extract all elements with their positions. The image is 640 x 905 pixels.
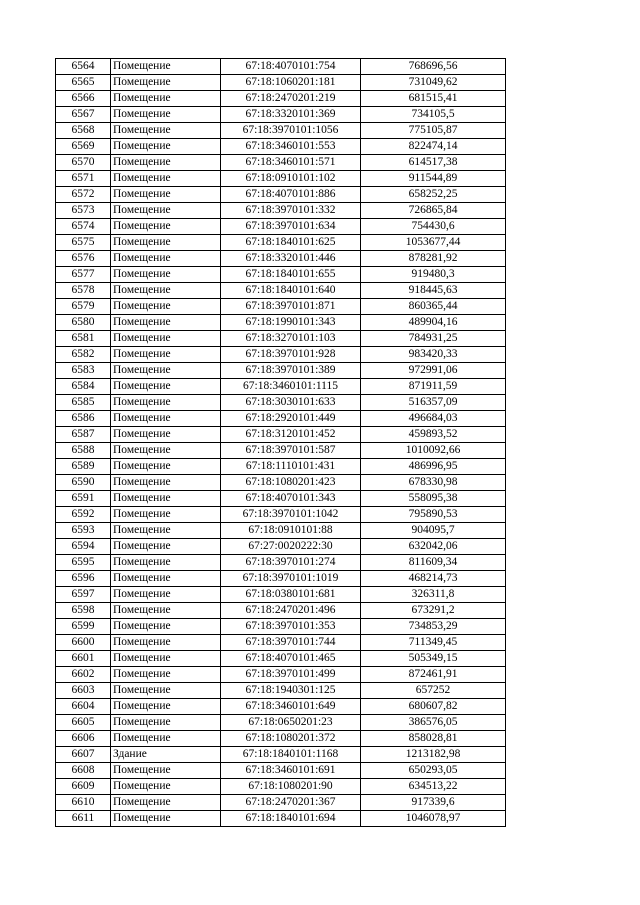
cadastral-number-cell: 67:18:3970101:274: [221, 555, 361, 571]
object-type-cell: Помещение: [111, 571, 221, 587]
row-number-cell: 6571: [56, 171, 111, 187]
cadastral-number-cell: 67:18:1080201:423: [221, 475, 361, 491]
cadastral-value-cell: 911544,89: [361, 171, 506, 187]
row-number-cell: 6568: [56, 123, 111, 139]
cadastral-number-cell: 67:18:1940301:125: [221, 683, 361, 699]
object-type-cell: Помещение: [111, 251, 221, 267]
cadastral-number-cell: 67:18:2470201:367: [221, 795, 361, 811]
object-type-cell: Помещение: [111, 667, 221, 683]
cadastral-number-cell: 67:18:3970101:499: [221, 667, 361, 683]
table-row: [56, 123, 506, 139]
cadastral-value-cell: 658252,25: [361, 187, 506, 203]
row-number-cell: 6601: [56, 651, 111, 667]
table-row: [56, 603, 506, 619]
object-type-cell: Помещение: [111, 731, 221, 747]
row-number-cell: 6581: [56, 331, 111, 347]
table-row: [56, 571, 506, 587]
cadastral-value-cell: 681515,41: [361, 91, 506, 107]
row-number-cell: 6566: [56, 91, 111, 107]
row-number-cell: 6611: [56, 811, 111, 827]
row-number-cell: 6602: [56, 667, 111, 683]
row-number-cell: 6583: [56, 363, 111, 379]
object-type-cell: Помещение: [111, 363, 221, 379]
row-number-cell: 6595: [56, 555, 111, 571]
cadastral-value-cell: 650293,05: [361, 763, 506, 779]
row-number-cell: 6594: [56, 539, 111, 555]
row-number-cell: 6593: [56, 523, 111, 539]
cadastral-value-cell: 734105,5: [361, 107, 506, 123]
cadastral-value-cell: 1053677,44: [361, 235, 506, 251]
row-number-cell: 6586: [56, 411, 111, 427]
cadastral-number-cell: 67:18:3970101:587: [221, 443, 361, 459]
table-row: [56, 107, 506, 123]
row-number-cell: 6569: [56, 139, 111, 155]
table-row: [56, 427, 506, 443]
object-type-cell: Помещение: [111, 347, 221, 363]
row-number-cell: 6606: [56, 731, 111, 747]
cadastral-number-cell: 67:18:4070101:754: [221, 59, 361, 75]
row-number-cell: 6578: [56, 283, 111, 299]
table-row: [56, 715, 506, 731]
table-row: [56, 683, 506, 699]
object-type-cell: Помещение: [111, 795, 221, 811]
row-number-cell: 6564: [56, 59, 111, 75]
cadastral-value-cell: 496684,03: [361, 411, 506, 427]
cadastral-number-cell: 67:18:3970101:634: [221, 219, 361, 235]
cadastral-value-cell: 505349,15: [361, 651, 506, 667]
object-type-cell: Помещение: [111, 267, 221, 283]
cadastral-value-cell: 917339,6: [361, 795, 506, 811]
table-row: [56, 699, 506, 715]
cadastral-value-cell: 731049,62: [361, 75, 506, 91]
cadastral-number-cell: 67:18:2470201:219: [221, 91, 361, 107]
row-number-cell: 6588: [56, 443, 111, 459]
row-number-cell: 6600: [56, 635, 111, 651]
cadastral-number-cell: 67:18:1110101:431: [221, 459, 361, 475]
row-number-cell: 6576: [56, 251, 111, 267]
table-row: [56, 507, 506, 523]
cadastral-value-cell: 983420,33: [361, 347, 506, 363]
row-number-cell: 6565: [56, 75, 111, 91]
table-row: [56, 747, 506, 763]
row-number-cell: 6579: [56, 299, 111, 315]
cadastral-value-cell: 972991,06: [361, 363, 506, 379]
table-row: [56, 315, 506, 331]
cadastral-value-cell: 734853,29: [361, 619, 506, 635]
table-row: [56, 139, 506, 155]
table-row: [56, 395, 506, 411]
object-type-cell: Помещение: [111, 683, 221, 699]
row-number-cell: 6604: [56, 699, 111, 715]
cadastral-number-cell: 67:18:3460101:1115: [221, 379, 361, 395]
table-row: [56, 347, 506, 363]
cadastral-number-cell: 67:18:3970101:928: [221, 347, 361, 363]
cadastral-value-cell: 489904,16: [361, 315, 506, 331]
table-row: [56, 251, 506, 267]
row-number-cell: 6608: [56, 763, 111, 779]
row-number-cell: 6585: [56, 395, 111, 411]
cadastral-number-cell: 67:18:1840101:640: [221, 283, 361, 299]
table-row: [56, 491, 506, 507]
cadastral-value-cell: 516357,09: [361, 395, 506, 411]
object-type-cell: Помещение: [111, 235, 221, 251]
cadastral-number-cell: 67:18:1840101:625: [221, 235, 361, 251]
object-type-cell: Помещение: [111, 427, 221, 443]
cadastral-number-cell: 67:18:0910101:88: [221, 523, 361, 539]
object-type-cell: Помещение: [111, 283, 221, 299]
row-number-cell: 6597: [56, 587, 111, 603]
object-type-cell: Помещение: [111, 779, 221, 795]
cadastral-value-cell: 1046078,97: [361, 811, 506, 827]
table-row: [56, 331, 506, 347]
object-type-cell: Помещение: [111, 107, 221, 123]
table-row: [56, 539, 506, 555]
row-number-cell: 6580: [56, 315, 111, 331]
object-type-cell: Помещение: [111, 587, 221, 603]
object-type-cell: Помещение: [111, 699, 221, 715]
object-type-cell: Помещение: [111, 443, 221, 459]
table-row: [56, 811, 506, 827]
object-type-cell: Помещение: [111, 219, 221, 235]
cadastral-number-cell: 67:18:2920101:449: [221, 411, 361, 427]
cadastral-number-cell: 67:18:3970101:1042: [221, 507, 361, 523]
table-row: [56, 171, 506, 187]
object-type-cell: Помещение: [111, 299, 221, 315]
table-row: [56, 459, 506, 475]
object-type-cell: Помещение: [111, 203, 221, 219]
object-type-cell: Помещение: [111, 491, 221, 507]
cadastral-value-cell: 468214,73: [361, 571, 506, 587]
cadastral-number-cell: 67:18:0650201:23: [221, 715, 361, 731]
cadastral-value-cell: 784931,25: [361, 331, 506, 347]
object-type-cell: Помещение: [111, 379, 221, 395]
object-type-cell: Помещение: [111, 171, 221, 187]
cadastral-value-cell: 680607,82: [361, 699, 506, 715]
cadastral-number-cell: 67:18:3460101:553: [221, 139, 361, 155]
object-type-cell: Помещение: [111, 395, 221, 411]
cadastral-value-cell: 811609,34: [361, 555, 506, 571]
table-row: [56, 443, 506, 459]
table-row: [56, 411, 506, 427]
row-number-cell: 6572: [56, 187, 111, 203]
cadastral-value-cell: 459893,52: [361, 427, 506, 443]
cadastral-value-cell: 919480,3: [361, 267, 506, 283]
row-number-cell: 6567: [56, 107, 111, 123]
cadastral-number-cell: 67:18:3970101:871: [221, 299, 361, 315]
object-type-cell: Помещение: [111, 91, 221, 107]
table-row: [56, 299, 506, 315]
cadastral-value-cell: 711349,45: [361, 635, 506, 651]
table-row: [56, 203, 506, 219]
cadastral-number-cell: 67:18:3970101:389: [221, 363, 361, 379]
cadastral-number-cell: 67:18:4070101:886: [221, 187, 361, 203]
cadastral-number-cell: 67:18:1840101:655: [221, 267, 361, 283]
object-type-cell: Помещение: [111, 75, 221, 91]
cadastral-value-cell: 872461,91: [361, 667, 506, 683]
object-type-cell: Помещение: [111, 555, 221, 571]
cadastral-number-cell: 67:18:1840101:694: [221, 811, 361, 827]
cadastral-number-cell: 67:18:3270101:103: [221, 331, 361, 347]
row-number-cell: 6609: [56, 779, 111, 795]
table-row: [56, 555, 506, 571]
table-row: [56, 731, 506, 747]
object-type-cell: Помещение: [111, 139, 221, 155]
cadastral-number-cell: 67:27:0020222:30: [221, 539, 361, 555]
cadastral-number-cell: 67:18:4070101:343: [221, 491, 361, 507]
table-row: [56, 155, 506, 171]
cadastral-value-cell: 871911,59: [361, 379, 506, 395]
table-row: [56, 235, 506, 251]
cadastral-number-cell: 67:18:1990101:343: [221, 315, 361, 331]
cadastral-value-cell: 386576,05: [361, 715, 506, 731]
row-number-cell: 6603: [56, 683, 111, 699]
cadastral-number-cell: 67:18:3320101:369: [221, 107, 361, 123]
table-row: [56, 363, 506, 379]
object-type-cell: Помещение: [111, 123, 221, 139]
table-row: [56, 59, 506, 75]
property-registry-table: [55, 58, 506, 827]
cadastral-number-cell: 67:18:1840101:1168: [221, 747, 361, 763]
row-number-cell: 6590: [56, 475, 111, 491]
cadastral-value-cell: 918445,63: [361, 283, 506, 299]
cadastral-number-cell: 67:18:3460101:691: [221, 763, 361, 779]
object-type-cell: Помещение: [111, 539, 221, 555]
object-type-cell: Помещение: [111, 475, 221, 491]
table-row: [56, 267, 506, 283]
table-row: [56, 219, 506, 235]
cadastral-value-cell: 754430,6: [361, 219, 506, 235]
object-type-cell: Помещение: [111, 635, 221, 651]
cadastral-value-cell: 1010092,66: [361, 443, 506, 459]
object-type-cell: Помещение: [111, 155, 221, 171]
cadastral-value-cell: 878281,92: [361, 251, 506, 267]
row-number-cell: 6574: [56, 219, 111, 235]
cadastral-number-cell: 67:18:3030101:633: [221, 395, 361, 411]
row-number-cell: 6599: [56, 619, 111, 635]
cadastral-number-cell: 67:18:3970101:1019: [221, 571, 361, 587]
object-type-cell: Помещение: [111, 459, 221, 475]
document-page: [55, 58, 505, 827]
table-row: [56, 75, 506, 91]
table-row: [56, 635, 506, 651]
row-number-cell: 6570: [56, 155, 111, 171]
object-type-cell: Помещение: [111, 715, 221, 731]
table-row: [56, 763, 506, 779]
cadastral-value-cell: 486996,95: [361, 459, 506, 475]
table-row: [56, 379, 506, 395]
object-type-cell: Помещение: [111, 507, 221, 523]
table-row: [56, 91, 506, 107]
cadastral-value-cell: 1213182,98: [361, 747, 506, 763]
row-number-cell: 6582: [56, 347, 111, 363]
table-row: [56, 475, 506, 491]
row-number-cell: 6577: [56, 267, 111, 283]
object-type-cell: Помещение: [111, 603, 221, 619]
table-row: [56, 619, 506, 635]
row-number-cell: 6598: [56, 603, 111, 619]
cadastral-value-cell: 614517,38: [361, 155, 506, 171]
cadastral-value-cell: 904095,7: [361, 523, 506, 539]
cadastral-number-cell: 67:18:4070101:465: [221, 651, 361, 667]
row-number-cell: 6610: [56, 795, 111, 811]
object-type-cell: Помещение: [111, 59, 221, 75]
object-type-cell: Помещение: [111, 651, 221, 667]
object-type-cell: Помещение: [111, 619, 221, 635]
cadastral-number-cell: 67:18:0380101:681: [221, 587, 361, 603]
cadastral-value-cell: 673291,2: [361, 603, 506, 619]
object-type-cell: Помещение: [111, 315, 221, 331]
cadastral-value-cell: 860365,44: [361, 299, 506, 315]
cadastral-number-cell: 67:18:3460101:649: [221, 699, 361, 715]
cadastral-value-cell: 858028,81: [361, 731, 506, 747]
object-type-cell: Здание: [111, 747, 221, 763]
cadastral-value-cell: 775105,87: [361, 123, 506, 139]
object-type-cell: Помещение: [111, 187, 221, 203]
row-number-cell: 6607: [56, 747, 111, 763]
row-number-cell: 6573: [56, 203, 111, 219]
cadastral-number-cell: 67:18:3970101:1056: [221, 123, 361, 139]
row-number-cell: 6592: [56, 507, 111, 523]
cadastral-value-cell: 326311,8: [361, 587, 506, 603]
cadastral-number-cell: 67:18:3460101:571: [221, 155, 361, 171]
cadastral-number-cell: 67:18:1080201:372: [221, 731, 361, 747]
object-type-cell: Помещение: [111, 331, 221, 347]
cadastral-number-cell: 67:18:3320101:446: [221, 251, 361, 267]
cadastral-value-cell: 822474,14: [361, 139, 506, 155]
object-type-cell: Помещение: [111, 523, 221, 539]
table-row: [56, 779, 506, 795]
cadastral-value-cell: 795890,53: [361, 507, 506, 523]
object-type-cell: Помещение: [111, 411, 221, 427]
table-row: [56, 283, 506, 299]
cadastral-number-cell: 67:18:3120101:452: [221, 427, 361, 443]
row-number-cell: 6591: [56, 491, 111, 507]
cadastral-value-cell: 678330,98: [361, 475, 506, 491]
row-number-cell: 6584: [56, 379, 111, 395]
row-number-cell: 6587: [56, 427, 111, 443]
cadastral-value-cell: 768696,56: [361, 59, 506, 75]
row-number-cell: 6596: [56, 571, 111, 587]
cadastral-value-cell: 634513,22: [361, 779, 506, 795]
row-number-cell: 6575: [56, 235, 111, 251]
cadastral-number-cell: 67:18:0910101:102: [221, 171, 361, 187]
row-number-cell: 6589: [56, 459, 111, 475]
row-number-cell: 6605: [56, 715, 111, 731]
table-row: [56, 587, 506, 603]
cadastral-number-cell: 67:18:3970101:332: [221, 203, 361, 219]
cadastral-value-cell: 632042,06: [361, 539, 506, 555]
table-row: [56, 667, 506, 683]
table-row: [56, 651, 506, 667]
cadastral-value-cell: 558095,38: [361, 491, 506, 507]
object-type-cell: Помещение: [111, 763, 221, 779]
table-row: [56, 795, 506, 811]
table-body: [56, 59, 506, 827]
cadastral-value-cell: 726865,84: [361, 203, 506, 219]
cadastral-number-cell: 67:18:1060201:181: [221, 75, 361, 91]
cadastral-number-cell: 67:18:1080201:90: [221, 779, 361, 795]
cadastral-number-cell: 67:18:3970101:353: [221, 619, 361, 635]
table-row: [56, 523, 506, 539]
object-type-cell: Помещение: [111, 811, 221, 827]
cadastral-number-cell: 67:18:3970101:744: [221, 635, 361, 651]
table-row: [56, 187, 506, 203]
cadastral-value-cell: 657252: [361, 683, 506, 699]
cadastral-number-cell: 67:18:2470201:496: [221, 603, 361, 619]
